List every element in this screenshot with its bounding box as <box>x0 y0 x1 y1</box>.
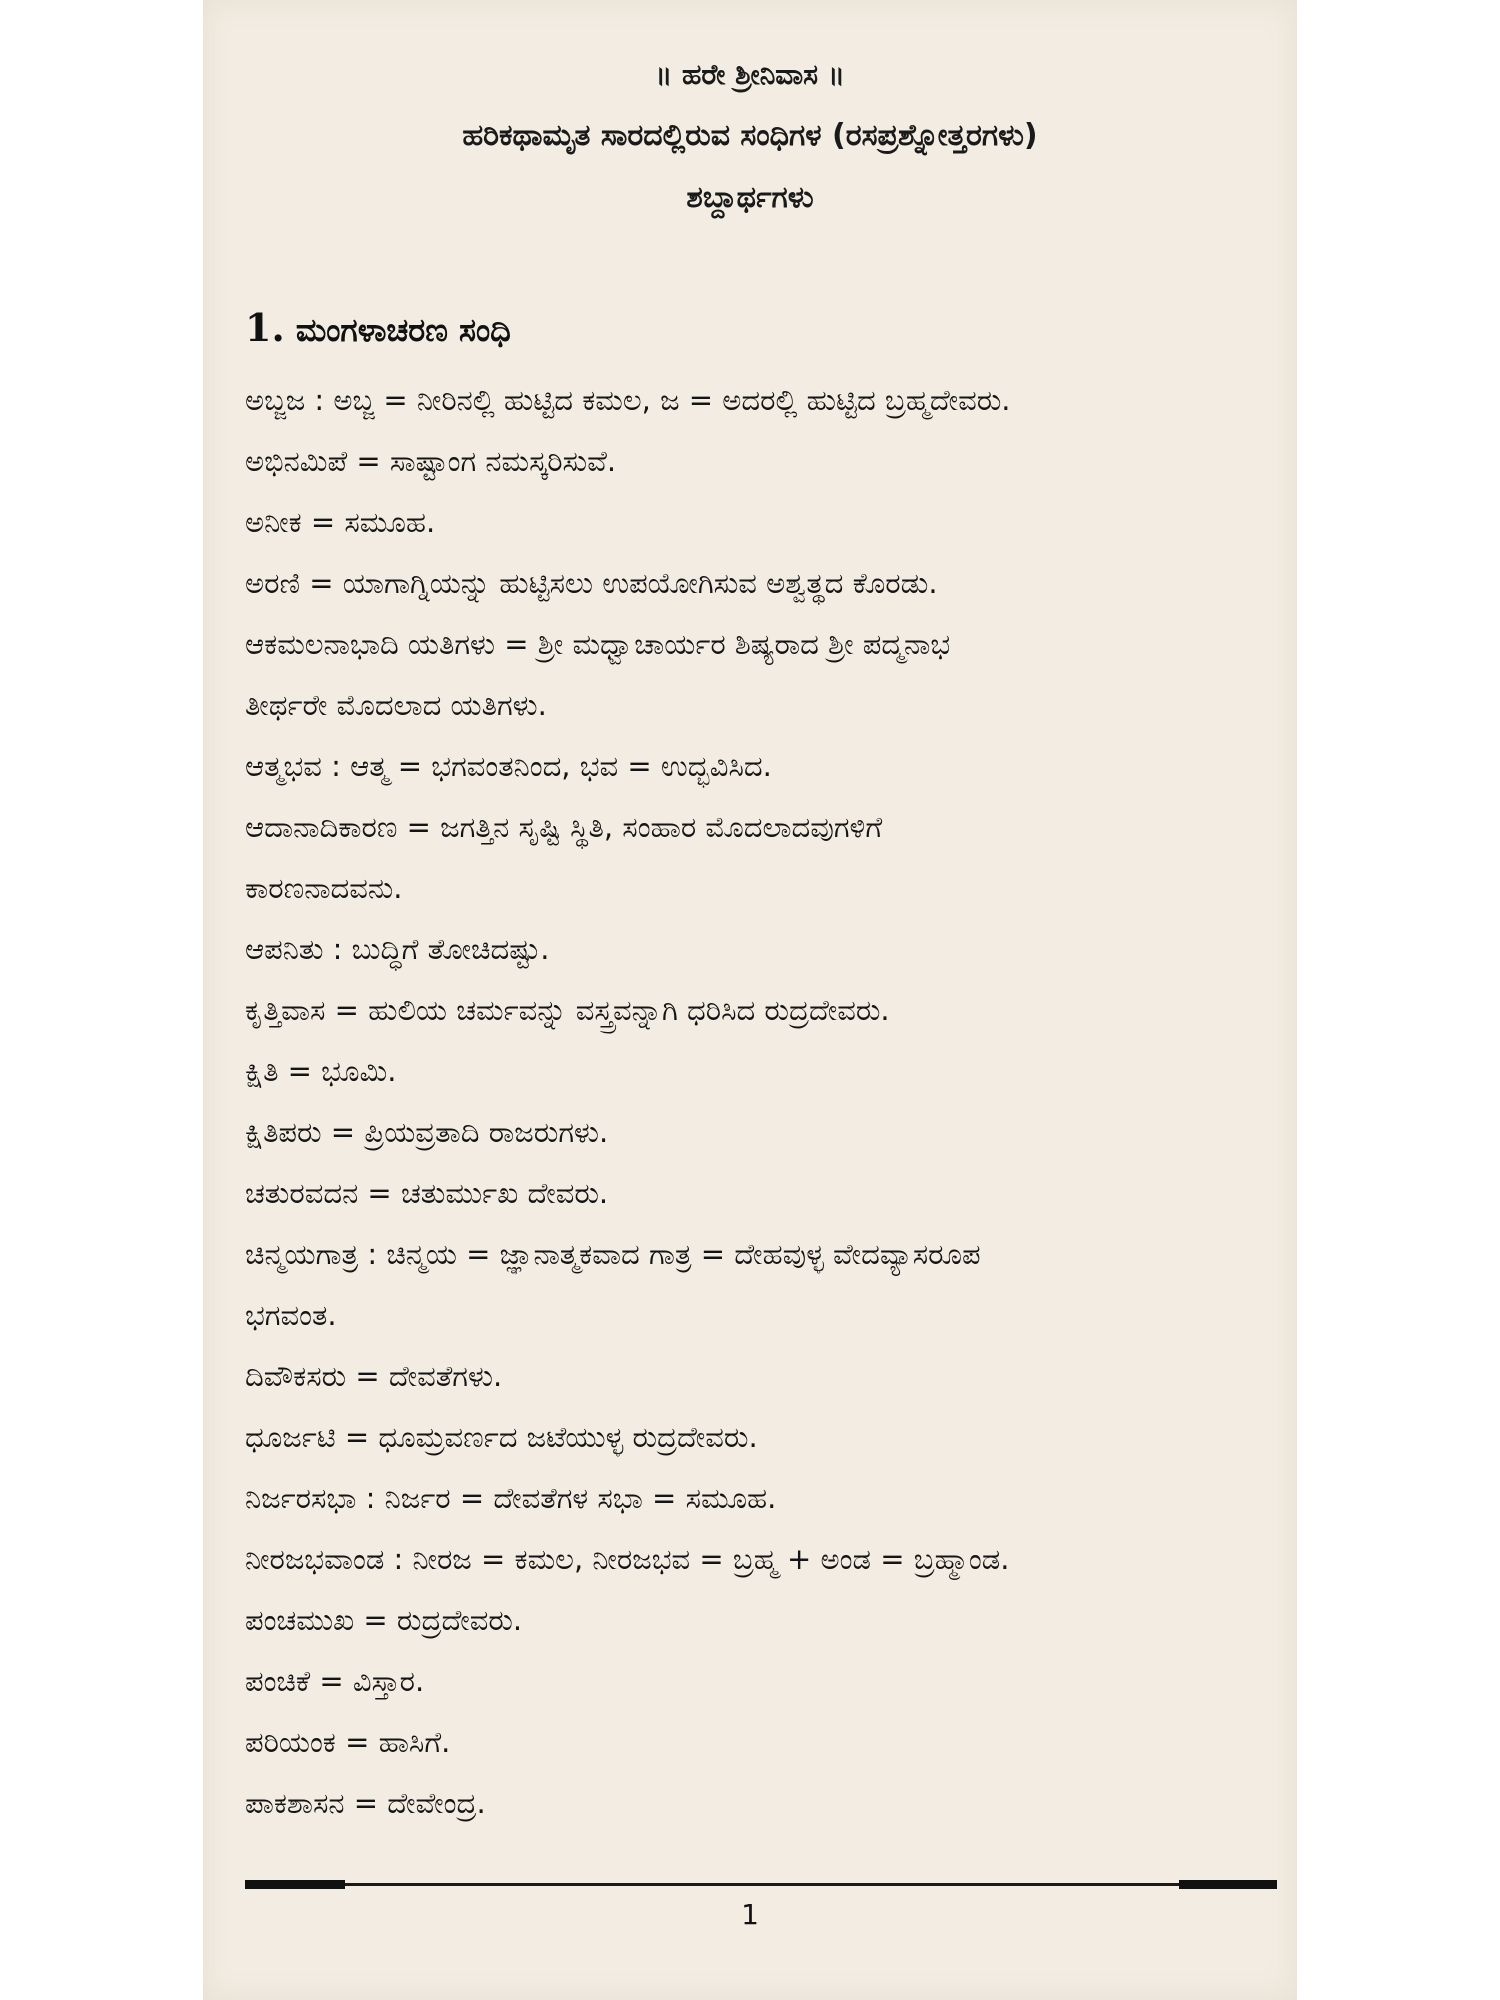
glossary-line: ಚತುರವದನ = ಚತುರ್ಮುಖ ದೇವರು. <box>245 1176 609 1210</box>
glossary-line: ಕ್ಷಿತಿ = ಭೂಮಿ. <box>245 1054 397 1088</box>
glossary-line: ಪಂಚಿಕೆ = ವಿಸ್ತಾರ. <box>245 1664 425 1698</box>
glossary-line: ಭಗವಂತ. <box>245 1298 337 1332</box>
glossary-line: ಅಬ್ಜಜ : ಅಬ್ಜ = ನೀರಿನಲ್ಲಿ ಹುಟ್ಟಿದ ಕಮಲ, ಜ = ಅದರಲ್ಲಿ ಹುಟ್ಟಿದ ಬ್ರಹ್ಮದೇವರು. <box>245 383 1011 417</box>
glossary-line: ನೀರಜಭವಾಂಡ : ನೀರಜ = ಕಮಲ, ನೀರಜಭವ = ಬ್ರಹ್ಮ + ಅಂಡ = ಬ್ರಹ್ಮಾಂಡ. <box>245 1542 1010 1576</box>
glossary-list <box>245 370 1285 1834</box>
glossary-line: ಆಪನಿತು : ಬುದ್ಧಿಗೆ ತೋಚಿದಷ್ಟು. <box>245 932 550 966</box>
glossary-line: ಅಭಿನಮಿಪೆ = ಸಾಷ್ಟಾಂಗ ನಮಸ್ಕರಿಸುವೆ. <box>245 444 617 478</box>
glossary-line: ಪಾಕಶಾಸನ = ದೇವೇಂದ್ರ. <box>245 1786 486 1820</box>
glossary-line: ಆತ್ಮಭವ : ಆತ್ಮ = ಭಗವಂತನಿಂದ, ಭವ = ಉದ್ಭವಿಸಿದ. <box>245 749 772 783</box>
page-number: 1 <box>741 1898 759 1931</box>
glossary-line: ತೀರ್ಥರೇ ಮೊದಲಾದ ಯತಿಗಳು. <box>245 688 547 722</box>
glossary-line: ಕ್ಷಿತಿಪರು = ಪ್ರಿಯವ್ರತಾದಿ ರಾಜರುಗಳು. <box>245 1115 609 1149</box>
footer-rule-left-accent <box>245 1880 345 1889</box>
glossary-line: ಅರಣಿ = ಯಾಗಾಗ್ನಿಯನ್ನು ಹುಟ್ಟಿಸಲು ಉಪಯೋಗಿಸುವ ಅಶ್ವತ್ಥದ ಕೊರಡು. <box>245 566 938 600</box>
glossary-line: ಆಕಮಲನಾಭಾದಿ ಯತಿಗಳು = ಶ್ರೀ ಮಧ್ವಾಚಾರ್ಯರ ಶಿಷ್ಯರಾದ ಶ್ರೀ ಪದ್ಮನಾಭ <box>245 627 951 661</box>
section-title: ಮಂಗಳಾಚರಣ ಸಂಧಿ <box>295 311 511 349</box>
section-heading <box>245 305 511 350</box>
glossary-line: ಕಾರಣನಾದವನು. <box>245 871 403 905</box>
glossary-line: ಆದಾನಾದಿಕಾರಣ = ಜಗತ್ತಿನ ಸೃಷ್ಟಿ ಸ್ಥಿತಿ, ಸಂಹಾರ ಮೊದಲಾದವುಗಳಿಗೆ <box>245 810 883 844</box>
invocation-heading: ॥ ಹರೇ ಶ್ರೀನಿವಾಸ ॥ <box>655 58 845 91</box>
glossary-line: ಧೂರ್ಜಟಿ = ಧೂಮ್ರವರ್ಣದ ಜಟೆಯುಳ್ಳ ರುದ್ರದೇವರು. <box>245 1420 758 1454</box>
footer-rule <box>245 1883 1277 1886</box>
footer-rule-right-accent <box>1179 1880 1277 1889</box>
glossary-line: ಅನೀಕ = ಸಮೂಹ. <box>245 505 436 539</box>
section-number: 1. <box>245 305 285 350</box>
glossary-line: ಚಿನ್ಮಯಗಾತ್ರ : ಚಿನ್ಮಯ = ಜ್ಞಾನಾತ್ಮಕವಾದ ಗಾತ್ರ = ದೇಹವುಳ್ಳ ವೇದವ್ಯಾಸರೂಪ <box>245 1237 981 1271</box>
glossary-line: ದಿವೌಕಸರು = ದೇವತೆಗಳು. <box>245 1359 503 1393</box>
glossary-line: ಕೃತ್ತಿವಾಸ = ಹುಲಿಯ ಚರ್ಮವನ್ನು ವಸ್ತ್ರವನ್ನಾಗಿ ಧರಿಸಿದ ರುದ್ರದೇವರು. <box>245 993 890 1027</box>
glossary-line: ಪರಿಯಂಕ = ಹಾಸಿಗೆ. <box>245 1725 451 1759</box>
glossary-line: ಪಂಚಮುಖ = ರುದ್ರದೇವರು. <box>245 1603 523 1637</box>
book-title: ಹರಿಕಥಾಮೃತ ಸಾರದಲ್ಲಿರುವ ಸಂಧಿಗಳ (ರಸಪ್ರಶ್ನೋತ್ತರಗಳು) <box>462 118 1038 153</box>
page-subtitle: ಶಬ್ದಾರ್ಥಗಳು <box>686 180 814 215</box>
glossary-line: ನಿರ್ಜರಸಭಾ : ನಿರ್ಜರ = ದೇವತೆಗಳ ಸಭಾ = ಸಮೂಹ. <box>245 1481 777 1515</box>
book-page <box>203 0 1297 2000</box>
